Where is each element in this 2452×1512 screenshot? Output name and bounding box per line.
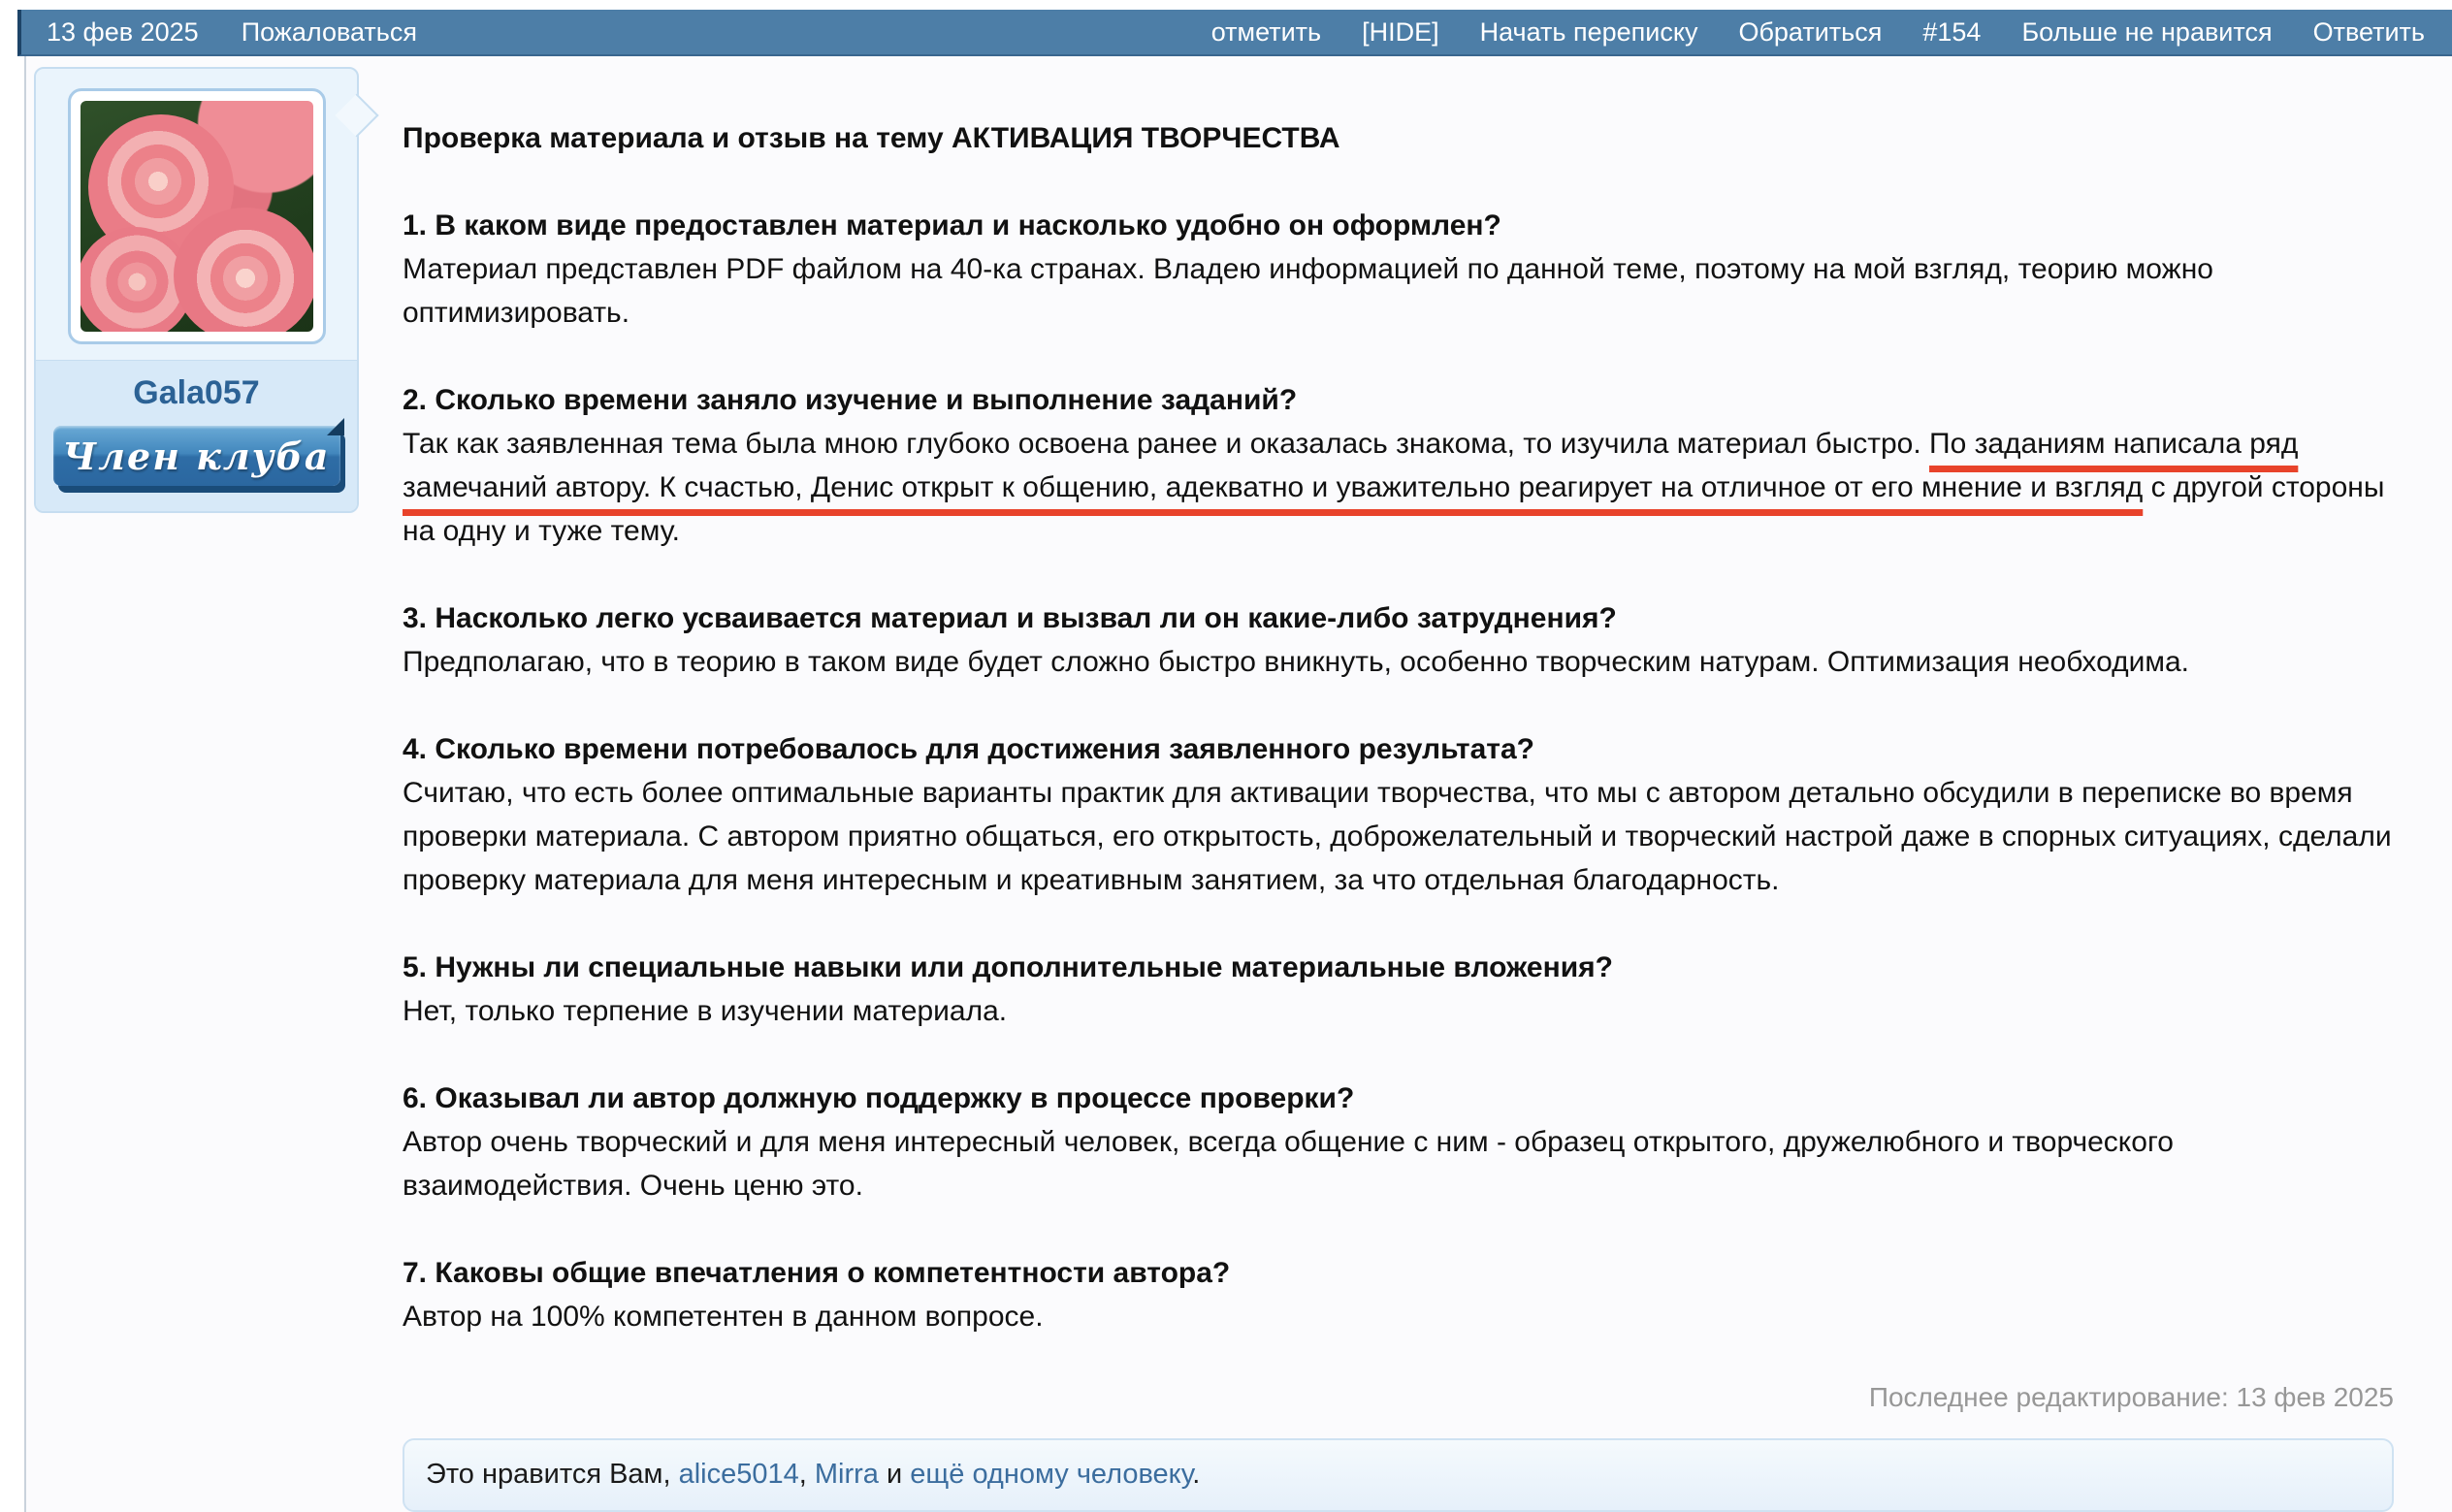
start-conversation-link[interactable]: Начать переписку xyxy=(1479,16,1698,47)
avatar[interactable] xyxy=(68,88,326,344)
question-6: 6. Оказывал ли автор должную поддержку в процессе проверки? xyxy=(403,1082,1355,1114)
answer-text: Материал представлен PDF файлом на 40-ка странах. Владею информацией по данной теме, поэтому на мой взгляд, теорию можно оптимизировать. xyxy=(403,253,2213,329)
likes-text xyxy=(426,1459,1200,1490)
answer-text: Автор на 100% компетентен в данном вопросе. xyxy=(403,1301,1044,1333)
qa-block-1 xyxy=(403,204,2394,335)
avatar-image xyxy=(81,101,313,332)
qa-block-2 xyxy=(403,378,2394,553)
member-badge-label: Член клуба xyxy=(62,434,331,478)
answer-text: Так как заявленная тема была мною глубоко освоена ранее и оказалась знакома, то изучила материал быстро. xyxy=(403,428,1930,460)
qa-block-7 xyxy=(403,1251,2394,1338)
answer-text: с другой стороны на одну и туже тему. xyxy=(403,471,2385,547)
answer-5 xyxy=(403,989,2394,1033)
answer-1 xyxy=(403,247,2394,335)
username-link[interactable]: Gala057 xyxy=(133,374,260,411)
liker-link[interactable]: Mirra xyxy=(814,1459,879,1490)
bookmark-link[interactable]: отметить xyxy=(1210,16,1322,47)
question-4: 4. Сколько времени потребовалось для достижения заявленного результата? xyxy=(403,733,1534,765)
liker-link[interactable]: ещё одному человеку xyxy=(910,1459,1193,1490)
answer-4 xyxy=(403,771,2394,902)
post-number-link[interactable]: #154 xyxy=(1922,16,1982,47)
author-sidebar xyxy=(26,56,368,1512)
red-underlined-text: По заданиям написала ряд замечаний автору. К счастью, Денис открыт к общению, адекватно и уважительно реагирует на отличное от его мнение и взгляд xyxy=(403,428,2299,503)
post-content xyxy=(368,56,2452,1512)
last-edit-note: Последнее редактирование: 13 фев 2025 xyxy=(1868,1382,2394,1412)
answer-text: Предполагаю, что в теорию в таком виде будет сложно быстро вникнуть, особенно творческим натурам. Оптимизация необходима. xyxy=(403,646,2189,678)
report-link[interactable]: Пожаловаться xyxy=(241,16,417,47)
hide-link[interactable]: [HIDE] xyxy=(1362,16,1439,47)
user-meta xyxy=(36,360,357,511)
likes-plain-text: Это нравится Вам, xyxy=(426,1459,679,1490)
user-card xyxy=(34,67,359,513)
answer-6 xyxy=(403,1120,2394,1207)
member-badge xyxy=(53,426,340,486)
qa-block-5 xyxy=(403,946,2394,1033)
likes-plain-text: , xyxy=(798,1459,815,1490)
likes-bar xyxy=(403,1438,2394,1512)
toolbar-left-group xyxy=(47,17,417,48)
qa-block-3 xyxy=(403,596,2394,684)
post-body xyxy=(24,56,2452,1512)
likes-plain-text: . xyxy=(1192,1459,1201,1490)
answer-text: Автор очень творческий и для меня интересный человек, всегда общение с ним - образец открытого, дружелюбного и творческого взаимодействия. Очень ценю это. xyxy=(403,1126,2174,1202)
question-1: 1. В каком виде предоставлен материал и насколько удобно он оформлен? xyxy=(403,209,1501,241)
liker-link[interactable]: alice5014 xyxy=(678,1459,799,1490)
answer-text: Считаю, что есть более оптимальные варианты практик для активации творчества, что мы с автором детально обсудили в переписке во время проверки материала. С автором приятно общаться, его открытость, доброжелательный и творческий настрой даже в спорных ситуациях, сделали проверку материала для меня интересным и креативным занятием, за что отдельная благодарность. xyxy=(403,777,2392,896)
question-5: 5. Нужны ли специальные навыки или дополнительные материальные вложения? xyxy=(403,951,1613,983)
question-3: 3. Насколько легко усваивается материал и вызвал ли он какие-либо затруднения? xyxy=(403,602,1617,634)
post-toolbar xyxy=(17,10,2452,56)
answer-7 xyxy=(403,1295,2394,1338)
post-title: Проверка материала и отзыв на тему АКТИВАЦИЯ ТВОРЧЕСТВА xyxy=(403,122,1340,154)
answer-2 xyxy=(403,422,2394,553)
unlike-link[interactable]: Больше не нравится xyxy=(2021,16,2273,47)
toolbar-actions xyxy=(1211,17,2425,48)
qa-block-6 xyxy=(403,1077,2394,1207)
question-7: 7. Каковы общие впечатления о компетентности автора? xyxy=(403,1257,1231,1289)
mention-link[interactable]: Обратиться xyxy=(1738,16,1883,47)
likes-plain-text: и xyxy=(878,1459,911,1490)
question-2: 2. Сколько времени заняло изучение и выполнение заданий? xyxy=(403,384,1298,416)
qa-block-4 xyxy=(403,727,2394,902)
answer-text: Нет, только терпение в изучении материала. xyxy=(403,995,1008,1027)
rose-graphic xyxy=(174,208,313,332)
post-date-link[interactable]: 13 фев 2025 xyxy=(47,16,199,47)
reply-link[interactable]: Ответить xyxy=(2312,16,2425,47)
qa-list xyxy=(403,204,2394,1338)
answer-3 xyxy=(403,640,2394,684)
